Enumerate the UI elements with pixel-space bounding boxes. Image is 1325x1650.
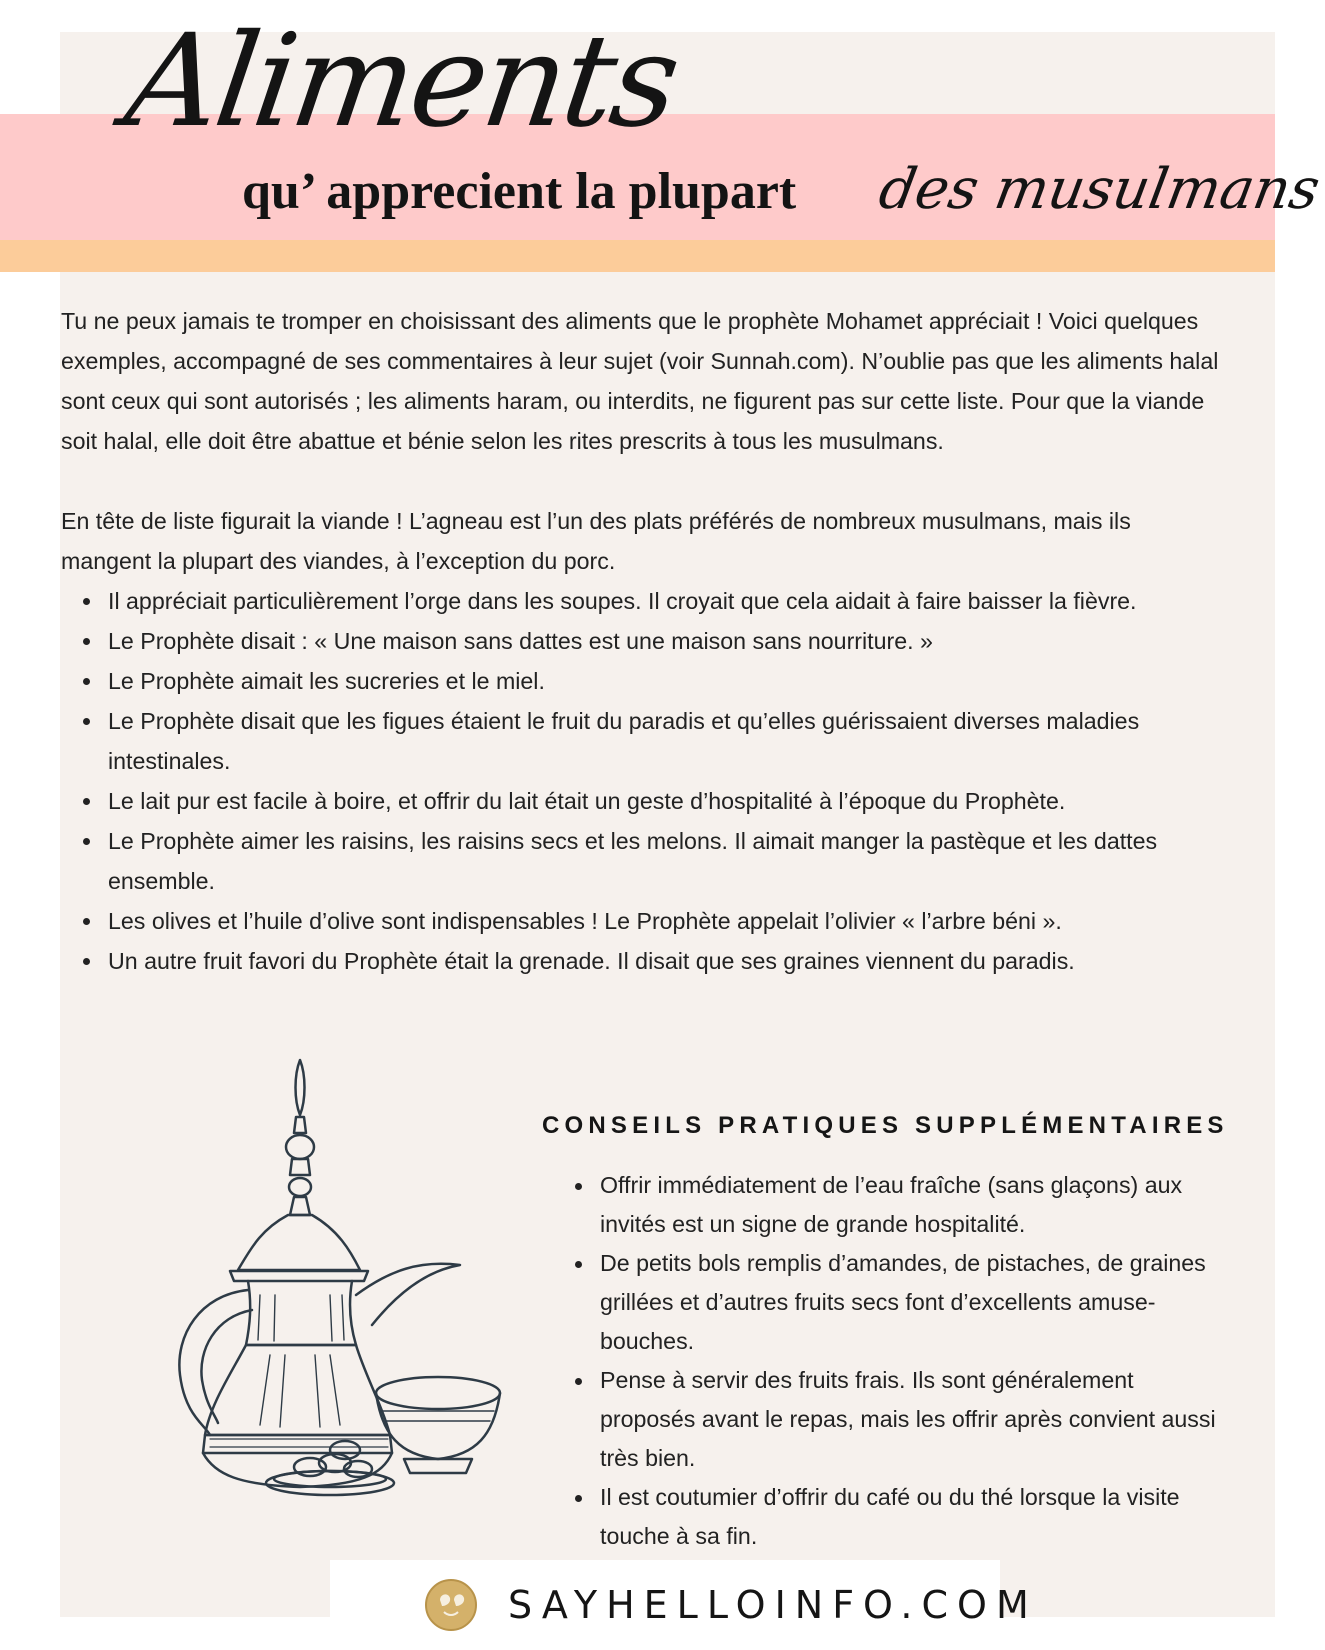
list-item: Le Prophète disait : « Une maison sans dattes est une maison sans nourriture. » bbox=[108, 621, 1221, 661]
tips-list bbox=[600, 1166, 1230, 1556]
list-item: Les olives et l’huile d’olive sont indispensables ! Le Prophète appelait l’olivier « l’arbre béni ». bbox=[108, 901, 1221, 941]
list-item: Le Prophète aimait les sucreries et le miel. bbox=[108, 661, 1221, 701]
title-band-peach bbox=[0, 240, 1275, 272]
meat-paragraph: En tête de liste figurait la viande ! L’agneau est l’un des plats préférés de nombreux musulmans, mais ils mangent la plupart des viandes, à l’exception du porc. bbox=[61, 508, 1131, 574]
list-item: Le Prophète aimer les raisins, les raisins secs et les melons. Il aimait manger la pastèque et les dattes ensemble. bbox=[108, 821, 1221, 901]
list-item: Il appréciait particulièrement l’orge dans les soupes. Il croyait que cela aidait à faire baisser la fièvre. bbox=[108, 581, 1221, 621]
list-item: Pense à servir des fruits frais. Ils sont généralement proposés avant le repas, mais les offrir après convient aussi très bien. bbox=[600, 1361, 1230, 1478]
list-item: Un autre fruit favori du Prophète était la grenade. Il disait que ses graines viennent du paradis. bbox=[108, 941, 1221, 981]
list-item: Il est coutumier d’offrir du café ou du thé lorsque la visite touche à sa fin. bbox=[600, 1478, 1230, 1556]
list-item: Le Prophète disait que les figues étaient le fruit du paradis et qu’elles guérissaient diverses maladies intestinales. bbox=[108, 701, 1221, 781]
gold-logo-icon bbox=[424, 1578, 478, 1632]
list-item: Offrir immédiatement de l’eau fraîche (sans glaçons) aux invités est un signe de grande hospitalité. bbox=[600, 1166, 1230, 1244]
intro-paragraph: Tu ne peux jamais te tromper en choisissant des aliments que le prophète Mohamet appréciait ! Voici quelques exemples, accompagné de ses commentaires à leur sujet (voir Sunnah.com). N’oublie pas que les aliments halal sont ceux qui sont autorisés ; les aliments haram, ou interdits, ne figurent pas sur cette liste. Pour que la viande soit halal, elle doit être abattue et bénie selon les rites prescrits à tous les musulmans. bbox=[61, 308, 1219, 454]
footer-website-link[interactable]: SAYHELLOINFO.COM bbox=[508, 1583, 1038, 1627]
dallah-coffee-pot-illustration bbox=[160, 1055, 530, 1530]
page-title: Aliments bbox=[117, 7, 686, 156]
main-content bbox=[61, 301, 1221, 981]
list-item: Le lait pur est facile à boire, et offrir du lait était un geste d’hospitalité à l’époque du Prophète. bbox=[108, 781, 1221, 821]
page-subtitle-script: des musulmans bbox=[874, 157, 1325, 222]
page-subtitle: qu’ apprecient la plupart bbox=[242, 163, 797, 220]
tips-heading: CONSEILS PRATIQUES SUPPLÉMENTAIRES bbox=[542, 1112, 1229, 1139]
food-list bbox=[61, 581, 1221, 981]
list-item: De petits bols remplis d’amandes, de pistaches, de graines grillées et d’autres fruits secs font d’excellents amuse-bouches. bbox=[600, 1244, 1230, 1361]
